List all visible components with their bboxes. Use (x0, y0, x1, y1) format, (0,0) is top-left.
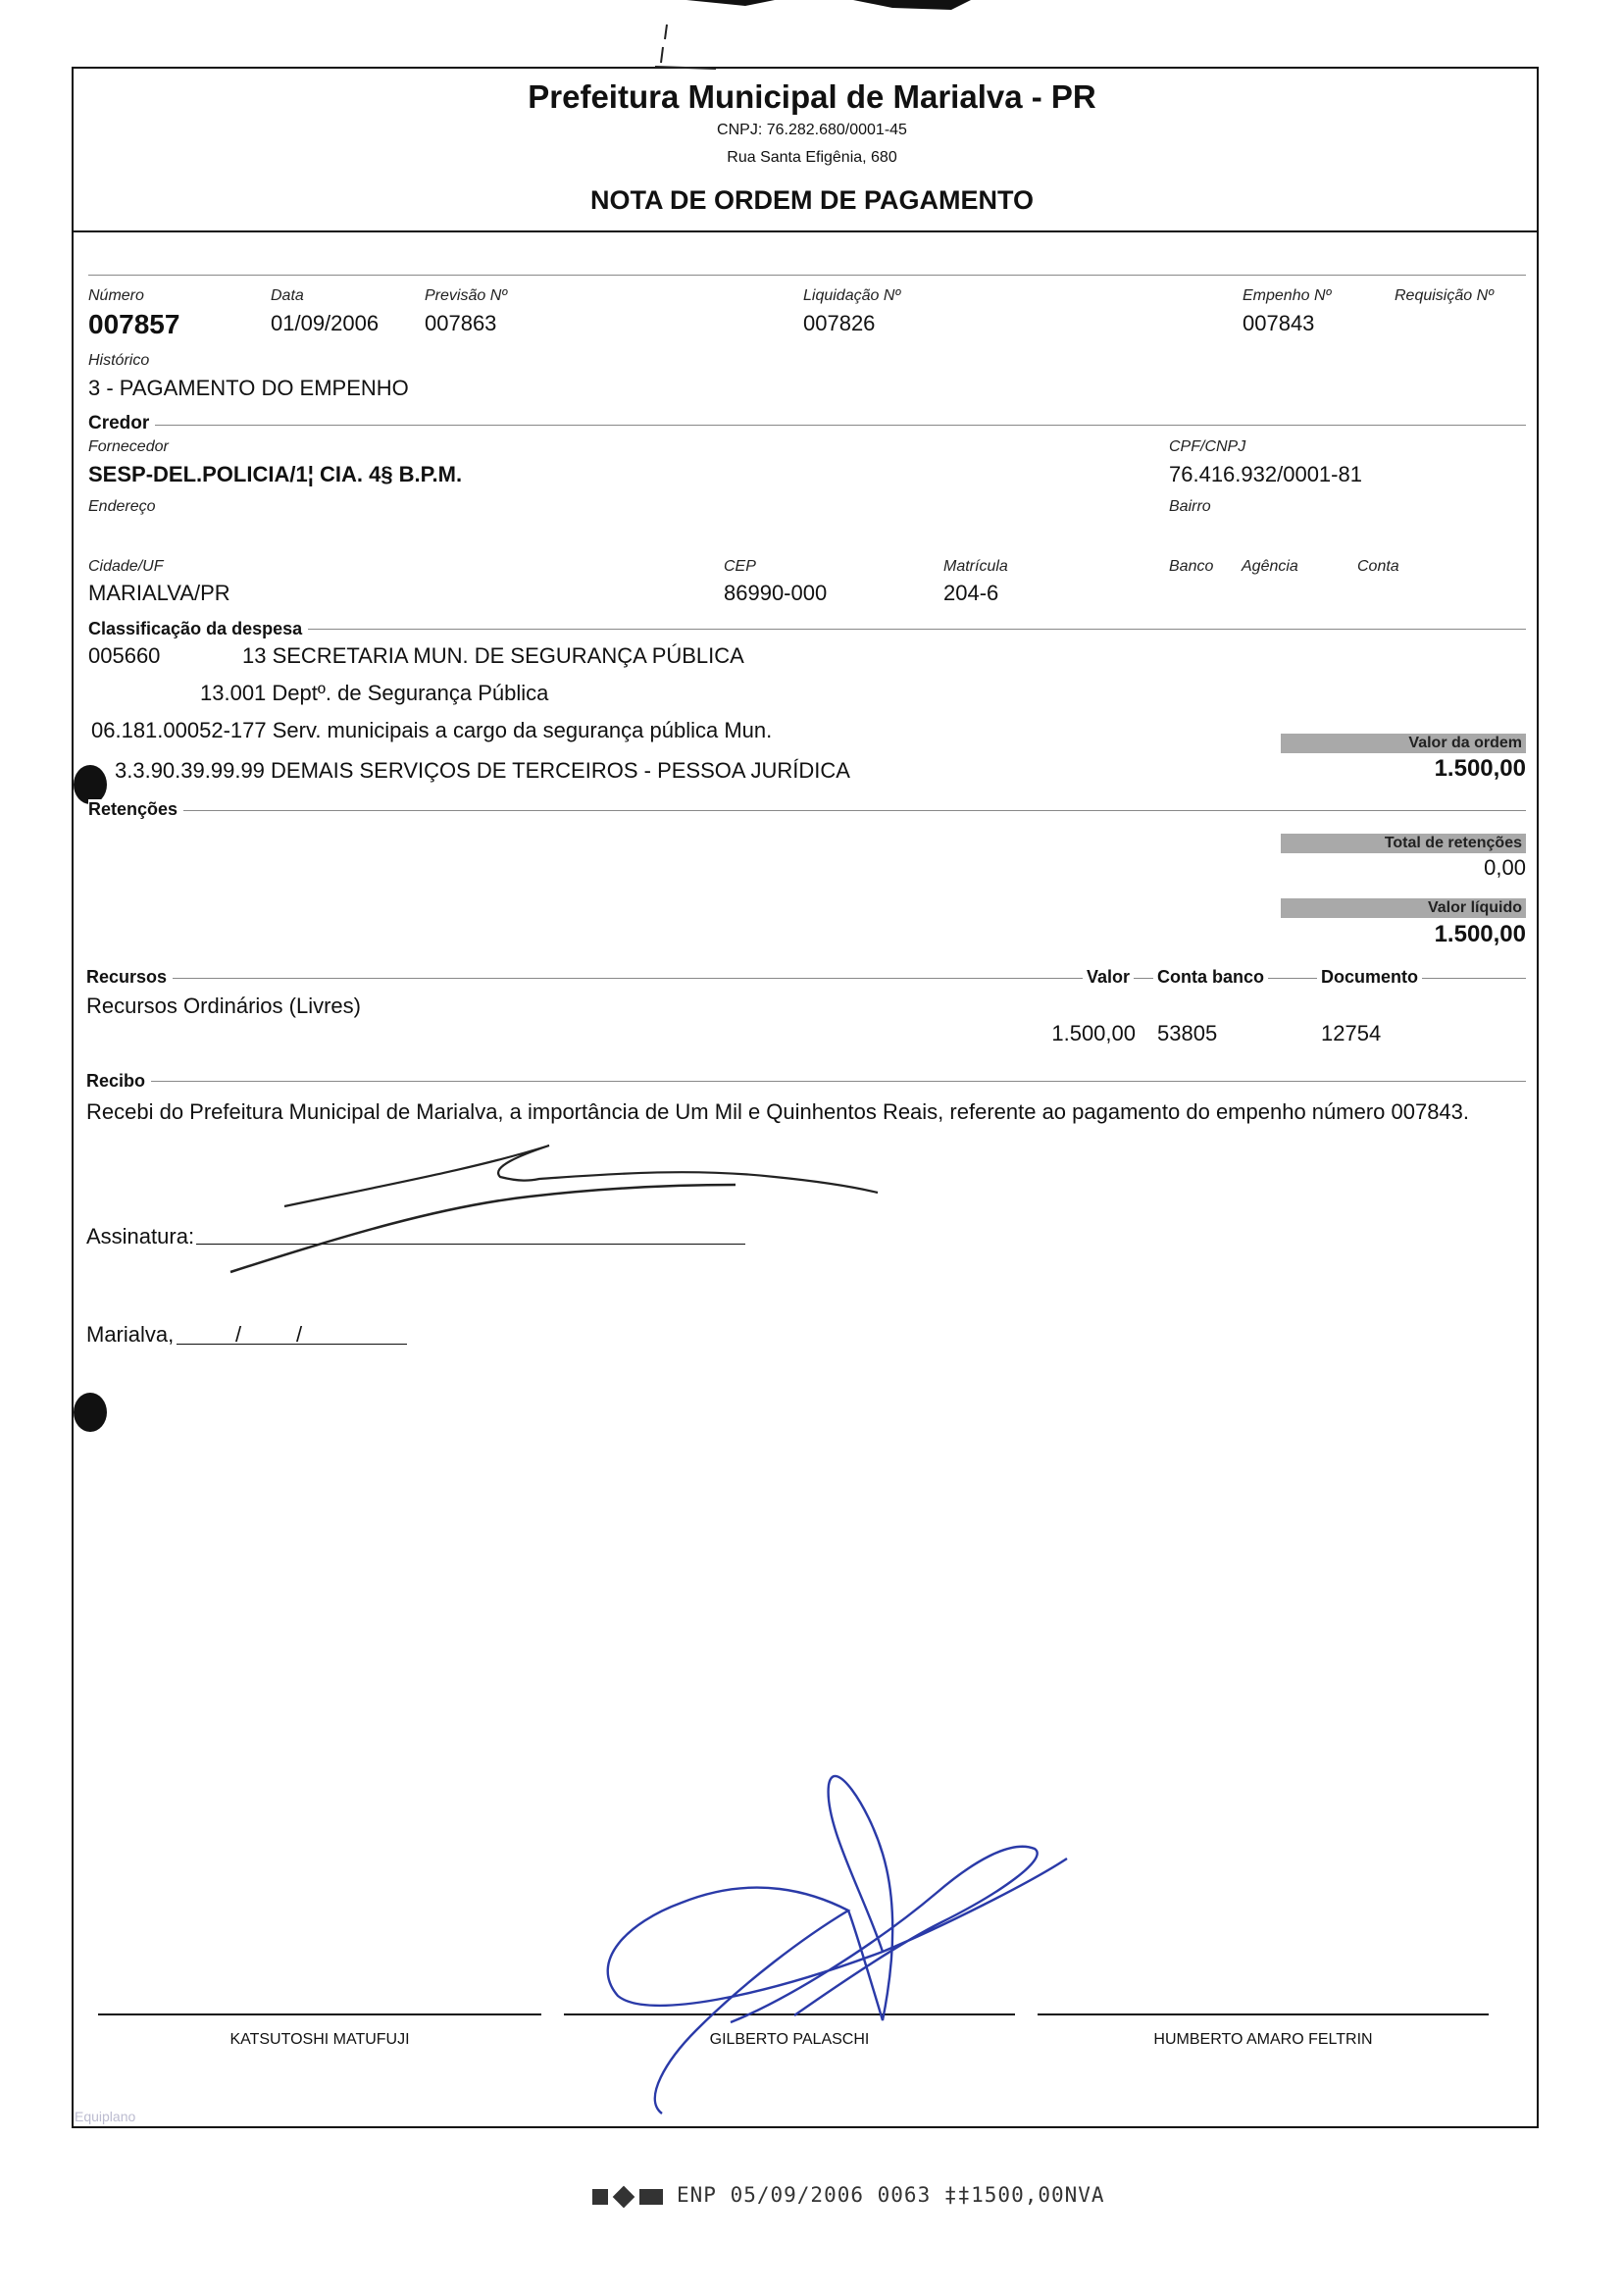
banco-label: Banco (1169, 558, 1214, 575)
bairro-label: Bairro (1169, 498, 1211, 515)
classificacao-section-title: Classificação da despesa (88, 619, 308, 639)
cep-value: 86990-000 (724, 581, 828, 605)
matricula-value: 204-6 (943, 581, 999, 605)
cpf-label: CPF/CNPJ (1169, 438, 1246, 455)
endereco-label: Endereço (88, 498, 156, 515)
cidade-value: MARIALVA/PR (88, 581, 230, 605)
punch-hole-top (74, 765, 107, 804)
bank-logo-icon (592, 2185, 675, 2211)
recursos-conta: 53805 (1157, 1021, 1218, 1045)
historico-value: 3 - PAGAMENTO DO EMPENHO (88, 376, 409, 400)
data-label: Data (271, 287, 304, 304)
bank-stamp: ENP 05/09/2006 0063 ‡‡1500,00NVA (677, 2183, 1105, 2207)
previsao-label: Previsão Nº (425, 287, 508, 304)
classificacao-code: 005660 (88, 643, 161, 668)
empenho-value: 007843 (1243, 311, 1315, 335)
numero-label: Número (88, 287, 144, 304)
footer-brand: Equiplano (75, 2109, 136, 2124)
cep-label: CEP (724, 558, 756, 575)
recursos-divider (88, 978, 1526, 979)
conta-label: Conta (1357, 558, 1399, 575)
valor-liquido-label: Valor líquido (1281, 898, 1526, 918)
recibo-section-title: Recibo (86, 1071, 151, 1092)
classificacao-secretaria: 13 SECRETARIA MUN. DE SEGURANÇA PÚBLICA (242, 643, 744, 668)
recursos-valor-label: Valor (1083, 967, 1134, 988)
total-retencoes-value: 0,00 (1484, 855, 1526, 880)
numero-value: 007857 (88, 309, 180, 339)
matricula-label: Matrícula (943, 558, 1008, 575)
scan-mark-top (628, 0, 1000, 78)
date-slash-2: / (296, 1322, 303, 1347)
signatario-1: KATSUTOSHI MATUFUJI (229, 2031, 410, 2048)
retencoes-divider (88, 810, 1526, 811)
requisicao-label: Requisição Nº (1395, 287, 1494, 304)
info-divider (88, 275, 1526, 276)
recibo-texto: Recebi do Prefeitura Municipal de Marialva, a importância de Um Mil e Quinhentos Reais, referente ao pagamento do empenho número 007843. (86, 1099, 1470, 1124)
date-line (177, 1344, 407, 1345)
classificacao-programa: 06.181.00052-177 Serv. municipais a cargo da segurança pública Mun. (91, 718, 773, 742)
valor-ordem-value: 1.500,00 (1434, 755, 1526, 782)
recursos-documento-label: Documento (1317, 967, 1422, 988)
recibo-divider (88, 1081, 1526, 1082)
retencoes-section-title: Retenções (88, 799, 183, 820)
punch-hole-bottom (74, 1393, 107, 1432)
empenho-label: Empenho Nº (1243, 287, 1332, 304)
classificacao-departamento: 13.001 Deptº. de Segurança Pública (200, 681, 549, 705)
assinatura-label: Assinatura: (86, 1224, 195, 1248)
cpf-value: 76.416.932/0001-81 (1169, 462, 1362, 486)
recibo-signature (226, 1138, 892, 1275)
historico-label: Histórico (88, 352, 150, 369)
date-slash-1: / (235, 1322, 242, 1347)
sig-line-1 (98, 2013, 541, 2015)
recursos-conta-label: Conta banco (1153, 967, 1268, 988)
classificacao-elemento: 3.3.90.39.99.99 DEMAIS SERVIÇOS DE TERCEIROS - PESSOA JURÍDICA (115, 758, 850, 783)
blue-signature (588, 1765, 1079, 2128)
sig-line-3 (1038, 2013, 1489, 2015)
fornecedor-value: SESP-DEL.POLICIA/1¦ CIA. 4§ B.P.M. (88, 462, 463, 486)
signatario-3: HUMBERTO AMARO FELTRIN (1153, 2031, 1373, 2048)
data-value: 01/09/2006 (271, 311, 380, 335)
header-address: Rua Santa Efigênia, 680 (727, 149, 897, 166)
recursos-descricao: Recursos Ordinários (Livres) (86, 994, 361, 1018)
recursos-documento: 12754 (1321, 1021, 1382, 1045)
liquidacao-label: Liquidação Nº (803, 287, 901, 304)
header-cnpj: CNPJ: 76.282.680/0001-45 (717, 122, 907, 138)
fornecedor-label: Fornecedor (88, 438, 169, 455)
valor-liquido-value: 1.500,00 (1434, 921, 1526, 947)
valor-ordem-label: Valor da ordem (1281, 734, 1526, 753)
header-divider (72, 230, 1539, 232)
total-retencoes-label: Total de retenções (1281, 834, 1526, 853)
recursos-valor: 1.500,00 (1051, 1021, 1136, 1045)
document-title: NOTA DE ORDEM DE PAGAMENTO (589, 185, 1034, 215)
credor-divider (88, 425, 1526, 426)
local-label: Marialva, (86, 1322, 175, 1347)
signatario-2: GILBERTO PALASCHI (709, 2031, 870, 2048)
agencia-label: Agência (1242, 558, 1298, 575)
previsao-value: 007863 (425, 311, 497, 335)
liquidacao-value: 007826 (803, 311, 876, 335)
recursos-section-title: Recursos (86, 967, 173, 988)
cidade-label: Cidade/UF (88, 558, 164, 575)
header-title: Prefeitura Municipal de Marialva - PR (528, 78, 1096, 115)
credor-section-title: Credor (88, 413, 155, 434)
